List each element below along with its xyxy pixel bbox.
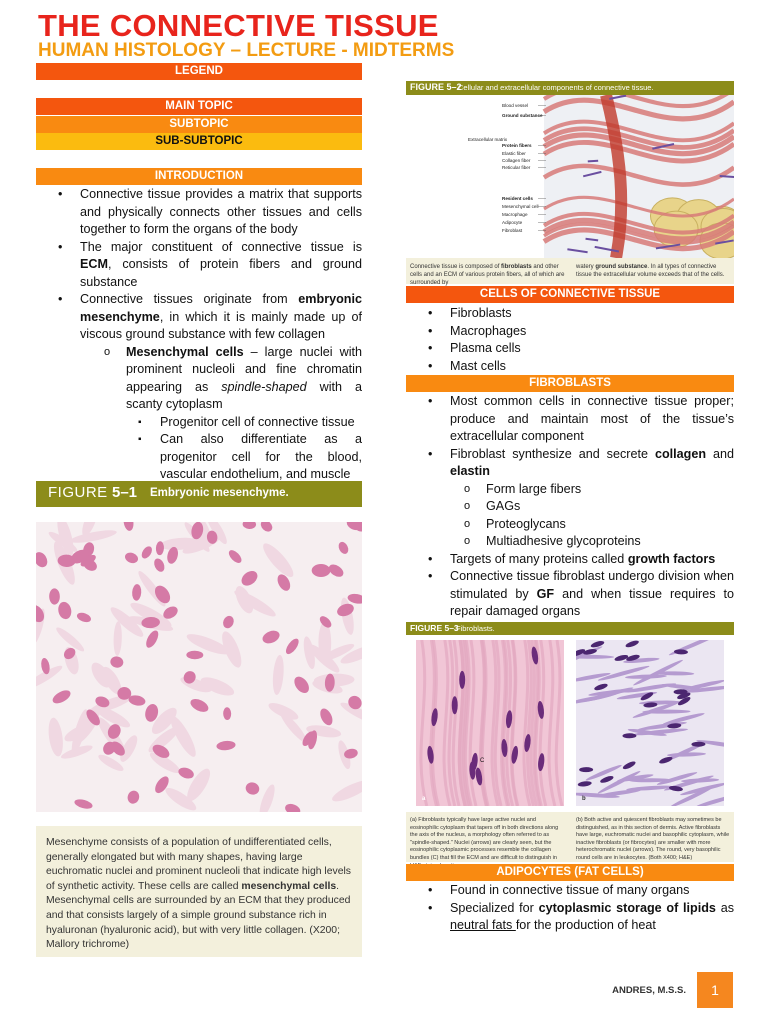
footer-author: ANDRES, M.S.S. <box>612 985 686 996</box>
adipo-bullet-2: • Specialized for cytoplasmic storage of lipids as neutral fats for the production of heat <box>406 900 734 935</box>
illustration-label: Reticular fiber <box>502 165 531 170</box>
intro-bullet-1: • Connective tissue provides a matrix that supports and physically connects other tissues and cells together to form the organs of the body <box>36 186 362 239</box>
illustration-label: Protein fibers <box>502 143 532 148</box>
illustration-label: Collagen fiber <box>502 158 531 163</box>
fibro-bullet-2: • Fibroblast synthesize and secrete collagen and elastin o Form large fibers o GAGs o Proteoglycans o Multiadhesive glycoproteins <box>406 446 734 551</box>
fibro-bullet-3: • Targets of many proteins called growth factors <box>406 551 734 569</box>
intro-sub-sub-2: ▪ Can also differentiate as a progenitor cell for the blood, vascular endothelium, and muscle <box>116 431 362 484</box>
cells-list <box>406 305 734 375</box>
cells-item: • Macrophages <box>406 323 734 341</box>
legend-sub-subtopic: SUB-SUBTOPIC <box>36 133 362 150</box>
connective-tissue-illustration <box>406 95 734 258</box>
cells-item: • Mast cells <box>406 358 734 376</box>
adipocytes-heading: ADIPOCYTES (FAT CELLS) <box>406 864 734 881</box>
adipo-bullet-1: • Found in connective tissue of many organs <box>406 882 734 900</box>
cells-item: • Plasma cells <box>406 340 734 358</box>
figure-5-3-caption-b: (b) Both active and quiescent fibroblasts may sometimes be distinguished, as in this section of dermis. Active fibroblasts have large, euchromatic nuclei and basophilic cytoplasm, while inactive fibroblasts (or fibrocytes) are smaller with more heterochromatic nuclei (arrows). The round, very basophilic round cells are in leukocytes. (Both X400; H&E) <box>576 817 730 861</box>
figure-5-3-header: FIGURE 5–3 Fibroblasts. <box>406 622 734 635</box>
fiber-strand <box>588 161 598 162</box>
fibroblast-nucleus <box>452 696 458 714</box>
figure-5-1-header: FIGURE 5–1 Embryonic mesenchyme. <box>36 481 362 507</box>
document-title: THE CONNECTIVE TISSUE <box>38 8 439 43</box>
fibro-sub-item: o Multiadhesive glycoproteins <box>440 533 734 551</box>
cells-item: • Fibroblasts <box>406 305 734 323</box>
fiber-strand <box>720 176 734 177</box>
fibroblasts-micrograph-b <box>576 640 724 806</box>
embryonic-mesenchyme-micrograph <box>36 522 362 812</box>
illustration-label: Elastic fiber <box>502 151 526 156</box>
illustration-label: Blood vessel <box>502 103 529 108</box>
fibroblasts-micrograph-a <box>416 640 564 806</box>
figure-5-2-header: FIGURE 5–2 Cellular and extracellular components of connective tissue. <box>406 81 734 95</box>
legend-subtopic: SUBTOPIC <box>36 116 362 133</box>
illustration-label: Macrophage <box>502 212 528 217</box>
fibro-bullet-1: • Most common cells in connective tissue proper; produce and maintain most of the tissue’s extracellular component <box>406 393 734 446</box>
cells-heading: CELLS OF CONNECTIVE TISSUE <box>406 286 734 303</box>
fibro-sub-item: o Form large fibers <box>440 481 734 499</box>
illustration-label: Mesenchymal cell <box>502 204 539 209</box>
illustration-label: Adipocyte <box>502 220 523 225</box>
introduction-body <box>36 186 362 484</box>
panel-label: a <box>422 796 426 802</box>
intro-sub-sub-1: ▪ Progenitor cell of connective tissue <box>116 414 362 432</box>
fibro-sub-item: o Proteoglycans <box>440 516 734 534</box>
introduction-heading: INTRODUCTION <box>36 168 362 185</box>
legend-main-topic: MAIN TOPIC <box>36 98 362 115</box>
illustration-label: Fibroblast <box>502 228 523 233</box>
adipocytes-body <box>406 882 734 935</box>
intro-bullet-3: • Connective tissues originate from embryonic mesenchyme, in which it is mainly made up of viscous ground substance with few collagen o Mesenchymal cells – large nuclei with prominent nucleoli and fine chromatin appearing as spindle-shaped with a scanty cytoplasm ▪ Progenitor cell of connective tissue ▪ Can also differentiate as a progenitor cell for the blood, vascular endothelium, and muscle <box>36 291 362 484</box>
legend-heading: LEGEND <box>36 63 362 80</box>
illustration-label: Resident cells <box>502 196 533 201</box>
document-subtitle: HUMAN HISTOLOGY – LECTURE - MIDTERMS <box>38 40 455 61</box>
fibroblasts-heading: FIBROBLASTS <box>406 375 734 392</box>
fibro-bullet-4: • Connective tissue fibroblast undergo division when stimulated by GF and when tissue requires to repair damaged organs <box>406 568 734 621</box>
figure-5-1-caption: Mesenchyme consists of a population of undifferentiated cells, generally elongated but with many shapes, having large euchromatic nuclei and prominent nucleoli that indicate high levels of synthetic activity. These cells are called mesenchymal cells. Mesenchymal cells are surrounded by an ECM that they produced and that consists largely of a simple ground substance rich in hyaluronan (hyaluronic acid), but with very little collagen. (X200; Mallory trichrome) <box>46 837 351 951</box>
illustration-label: Ground substance <box>502 113 543 118</box>
figure-5-2-caption-right: watery ground substance. In all types of connective tissue the extracellular volume exceeds that of the cells. <box>576 264 725 278</box>
fibroblast-nucleus <box>459 671 465 689</box>
intro-bullet-2: • The major constituent of connective tissue is ECM, consists of protein fibers and ground substance <box>36 239 362 292</box>
intro-sub-bullet: o Mesenchymal cells – large nuclei with prominent nucleoli and fine chromatin appearing as spindle-shaped with a scanty cytoplasm ▪ Progenitor cell of connective tissue ▪ Can also differentiate as a progenitor cell for the blood, vascular endothelium, and muscle <box>80 344 362 484</box>
illustration-label: Extracellular matrix <box>468 137 508 142</box>
panel-label: b <box>582 796 586 802</box>
figure-5-2-caption-left: Connective tissue is composed of fibroblasts and other cells and an ECM of various protein fibers, all of which are surrounded by <box>410 264 565 286</box>
collagen-mark: C <box>480 758 485 764</box>
figure-5-3-caption-a: (a) Fibroblasts typically have large active nuclei and eosinophilic cytoplasm that tapers off in both directions along the axis of the nucleus, a morphology often referred to as "spindle-shaped." Nuclei (arrows) are clearly seen, but the eosinophilic cytoplasmic processes resemble the collagen bundles (C) that fill the ECM and are difficult to distinguish in <box>410 817 559 861</box>
fibro-sub-item: o GAGs <box>440 498 734 516</box>
page-number: 1 <box>697 972 733 1008</box>
fibroblasts-body <box>406 393 734 621</box>
